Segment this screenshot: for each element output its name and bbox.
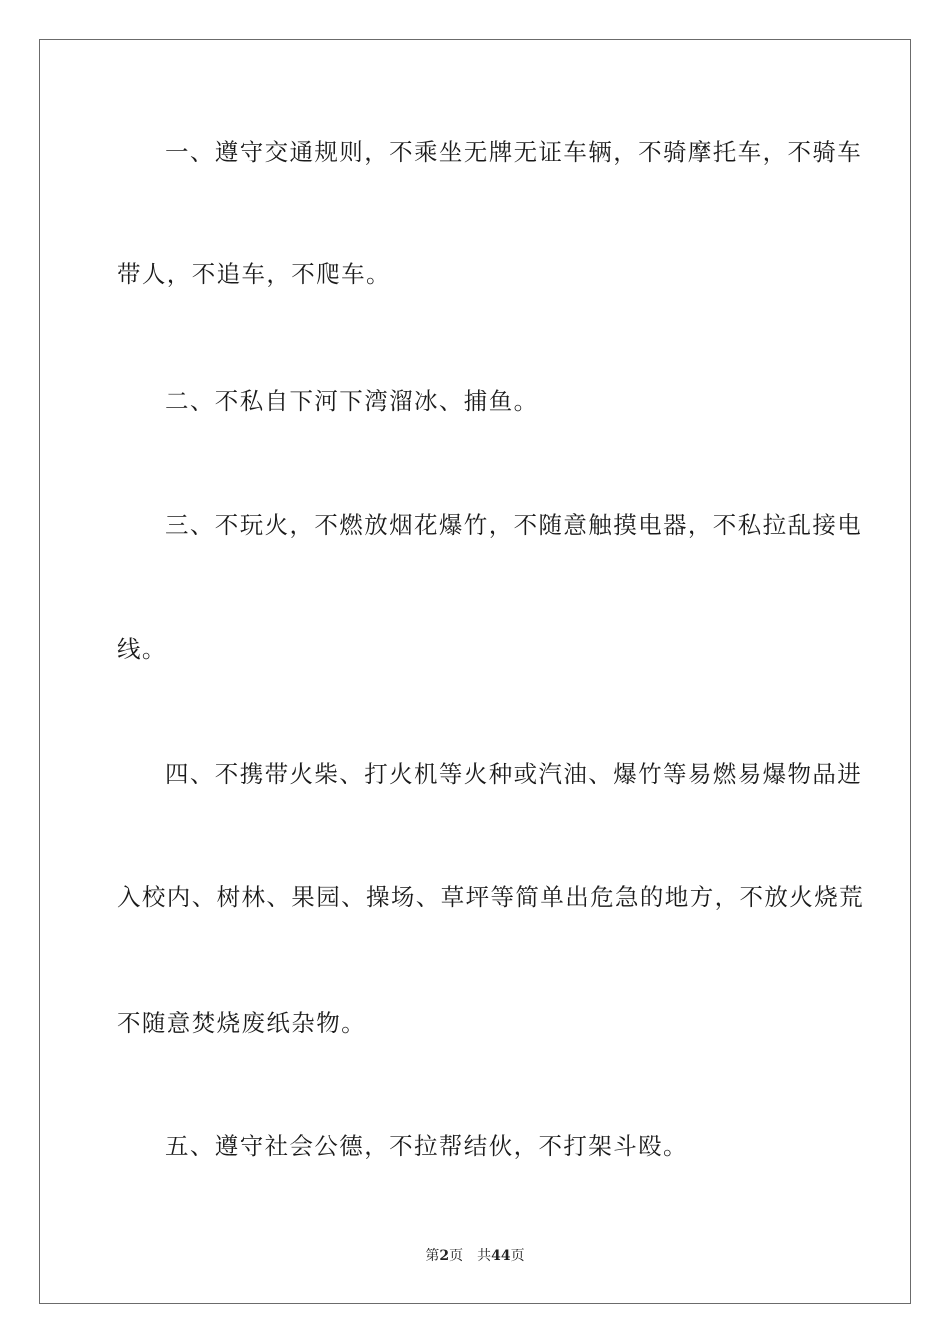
paragraph-4-line-1: 四、不携带火柴、打火机等火种或汽油、爆竹等易燃易爆物品进 — [165, 760, 863, 788]
total-suffix: 页 — [510, 1248, 525, 1264]
paragraph-3-line-2: 线。 — [117, 635, 167, 663]
total-prefix: 共 — [477, 1248, 492, 1264]
page-footer — [0, 1247, 950, 1265]
paragraph-4-line-3: 不随意焚烧废纸杂物。 — [117, 1009, 366, 1037]
page-number: 2 — [439, 1248, 450, 1264]
paragraph-1-line-1: 一、遵守交通规则，不乘坐无牌无证车辆，不骑摩托车，不骑车 — [165, 138, 863, 166]
paragraph-2-line-1: 二、不私自下河下湾溜冰、捕鱼。 — [165, 387, 539, 415]
paragraph-3-line-1: 三、不玩火，不燃放烟花爆竹，不随意触摸电器，不私拉乱接电 — [165, 511, 863, 539]
paragraph-4-line-2: 入校内、树林、果园、操场、草坪等简单出危急的地方，不放火烧荒 — [117, 883, 864, 911]
total-pages: 44 — [491, 1248, 511, 1264]
page-prefix: 第 — [425, 1248, 440, 1264]
page-suffix: 页 — [449, 1248, 464, 1264]
paragraph-1-line-2: 带人，不追车，不爬车。 — [117, 260, 391, 288]
page-border — [39, 39, 911, 1304]
paragraph-5-line-1: 五、遵守社会公德，不拉帮结伙，不打架斗殴。 — [165, 1132, 688, 1160]
